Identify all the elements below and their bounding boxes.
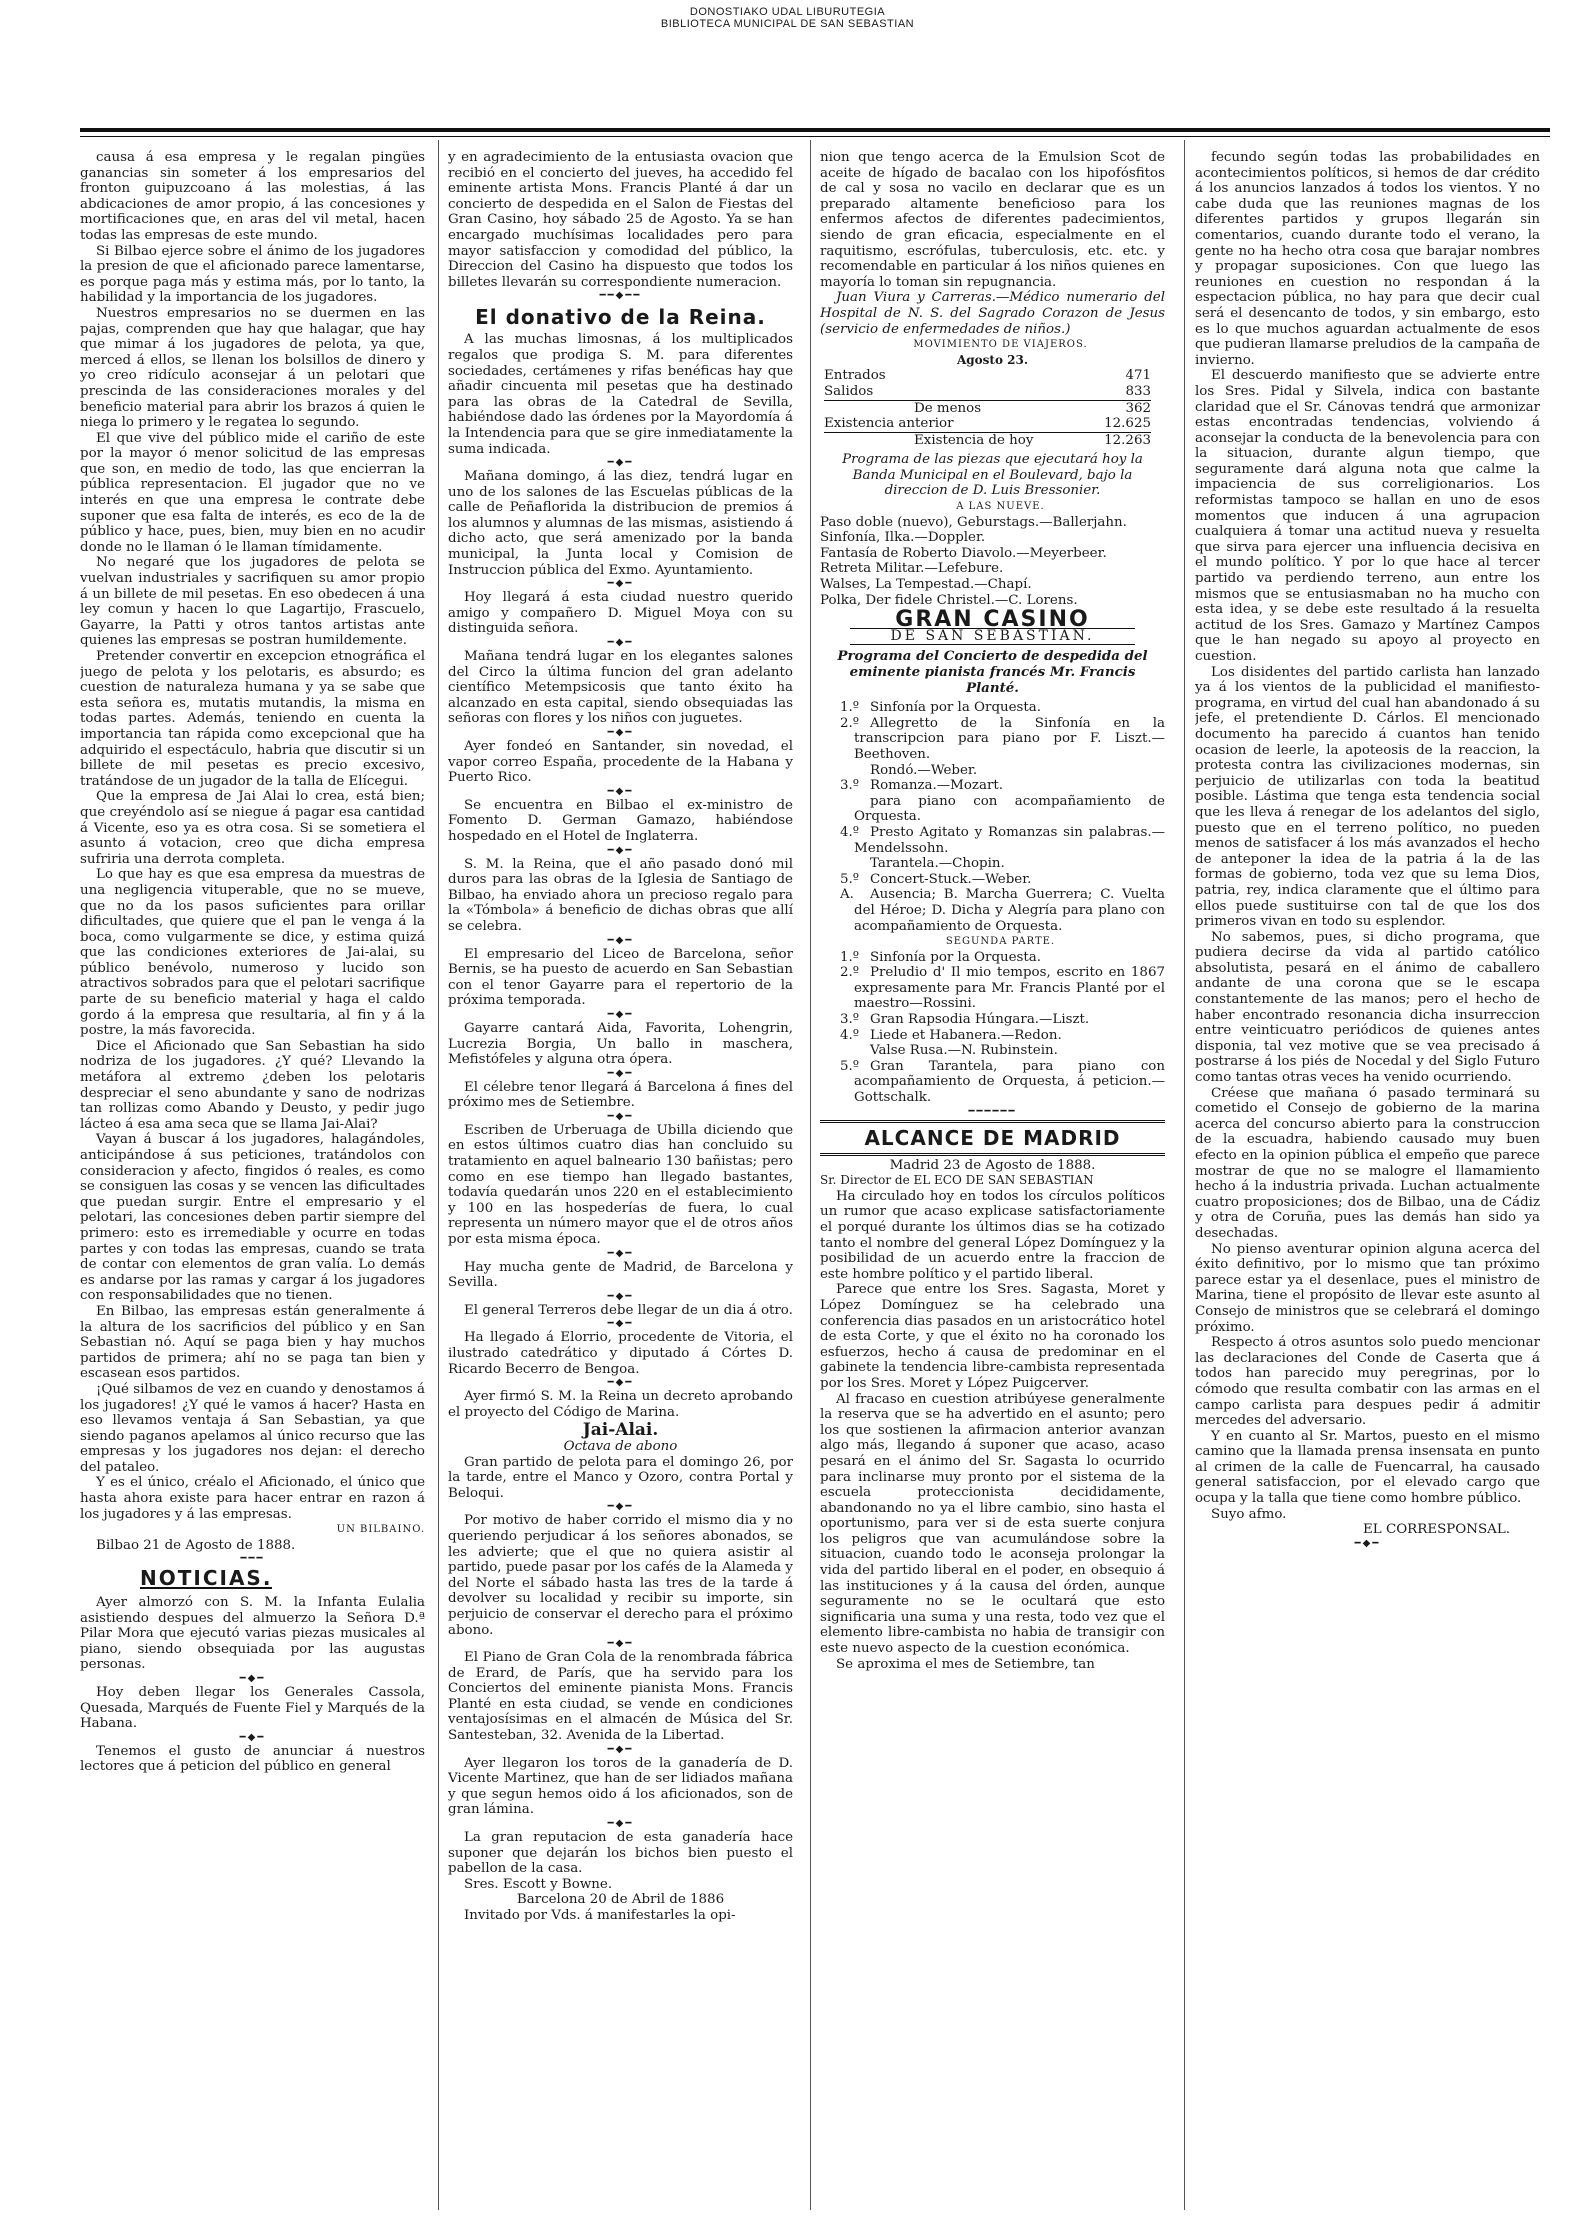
program-item bbox=[820, 1012, 1165, 1028]
paragraph: Tenemos el gusto de anunciar á nuestros lectores que á peticion del público en general bbox=[80, 1743, 425, 1775]
paragraph: Que la empresa de Jai Alai lo crea, está bien; que creyéndolo así se niegue á pagar esa cantidad á Vicente, eso ya es otra cosa. Si se sometiera el asunto á votacion, creo que dicha empresa sufriria una derrota completa. bbox=[80, 789, 425, 867]
section-title-jaialai: Jai-Alai. bbox=[582, 1420, 659, 1441]
separator: ━◆━ bbox=[607, 1743, 634, 1755]
program-item bbox=[820, 825, 1165, 856]
program-text: Romanza.—Mozart. bbox=[870, 778, 1003, 794]
top-rule-thin bbox=[80, 136, 1550, 137]
movimiento-value: 12.625 bbox=[1104, 416, 1151, 432]
signature: EL CORRESPONSAL. bbox=[1363, 1522, 1510, 1538]
paragraph: Parece que entre los Sres. Sagasta, Moret y López Domínguez se ha celebrado una conferencia dias pasados en un aristocrático hotel de esta Corte, y que el éxito no ha coronado los esfuerzos, hecho á causa de predominar en el gabinete la tendencia libre-cambista representada por los Sres. Moret y López Puigcerver. bbox=[820, 1282, 1165, 1391]
separator: ━◆━ bbox=[607, 727, 634, 738]
paragraph: Hoy llegará á esta ciudad nuestro querido amigo y compañero D. Miguel Moya con su distinguida señora. bbox=[448, 590, 793, 637]
casino-part-2 bbox=[820, 950, 1165, 1106]
separator: ━◆━ bbox=[607, 1638, 634, 1650]
section-title-movimiento: MOVIMIENTO DE VIAJEROS. bbox=[913, 339, 1088, 351]
banda-program bbox=[820, 515, 1165, 609]
movimiento-row bbox=[824, 400, 1151, 417]
paragraph: Retreta Militar.—Lefebure. bbox=[820, 561, 1004, 577]
program-text: Valse Rusa.—N. Rubinstein. bbox=[870, 1043, 1058, 1059]
program-item bbox=[820, 1043, 1165, 1059]
column-divider bbox=[438, 140, 439, 2210]
paragraph: Invitado por Vds. á manifestarles la opi- bbox=[464, 1908, 736, 1923]
paragraph: Suyo afmo. bbox=[1211, 1506, 1287, 1522]
program-text: Sinfonía por la Orquesta. bbox=[870, 949, 1042, 965]
program-number: 1.º bbox=[840, 949, 860, 965]
paragraph: No negaré que los jugadores de pelota se vuelvan industriales y sacrifiquen su amor propio á un billete de mil pesetas. En eso obedecen á una ley comun y hacen lo que Lagartijo, Frascuelo, Gayarre, la Patti y otros tantos artistas ante quienes las empresas se postran humildemente. bbox=[80, 555, 425, 649]
program-number: 1.º bbox=[840, 700, 860, 716]
separator: ━◆━ bbox=[607, 637, 634, 649]
program-number: 5.º bbox=[840, 871, 860, 887]
paragraph: El célebre tenor llegará á Barcelona á fines del próximo mes de Setiembre. bbox=[448, 1079, 793, 1111]
paragraph: Ayer llegaron los toros de la ganadería de D. Vicente Martinez, que han de ser lidiados mañana y que segun hemos oido á los aficionados, son de gran lámina. bbox=[448, 1755, 793, 1818]
paragraph: Los disidentes del partido carlista han lanzado ya á los vientos de la publicidad el manifiesto-programa, en virtud del cual han abandonado á su jefe, el pretendiente D. Cárlos. El mencionado documento ha parecido á cuantos han tenido ocasion de leerle, la apoteosis de la reaccion, la protesta contra las civilizaciones modernas, sin perjuicio de utilizarlas con toda la beatitud posible. Lástima que tenga esta tendencia social que les lleva á renegar de los adelantos del siglo, puesto que en el terreno político, no pueden menos de satisfacer á los más avanzados el hecho de anteponer la idea de la patria á la de las formas de gobierno, toda vez que su lema Dios, patria, rey, indica claramente que el último para ellos puede sustituirse con tal de que los dos primeros vivan en todo su esplendor. bbox=[1195, 664, 1540, 930]
program-text: Ausencia; B. Marcha Guerrera; C. Vuelta del Héroe; D. Dicha y Alegría para plano con acompañamiento de Orquesta. bbox=[854, 887, 1165, 934]
paragraph: Paso doble (nuevo), Geburstags.—Ballerjahn. bbox=[820, 514, 1127, 530]
program-item bbox=[820, 856, 1165, 872]
movimiento-label: Existencia de hoy bbox=[914, 432, 1034, 448]
paragraph: Si Bilbao ejerce sobre el ánimo de los jugadores la presion de que el aficionado parece lamentarse, es porque paga más y estima más, por lo tanto, la habilidad y la importancia de los jugadores. bbox=[80, 243, 425, 306]
movimiento-row bbox=[824, 368, 1151, 384]
paragraph: Dice el Aficionado que San Sebastian ha sido nodriza de los jugadores. ¿Y qué? Llevando la metáfora al extremo ¿deben los pelotaris despreciar el seno abundante y sano de nodrizas tan rollizas como Abando y Deusto, y pedir jugo lácteo á esa ama seca que se llama Jai-Alai? bbox=[80, 1038, 425, 1132]
paragraph: Walses, La Tempestad.—Chapí. bbox=[820, 577, 1032, 593]
separator: ━◆━ bbox=[607, 1247, 634, 1259]
program-text: Gran Rapsodia Húngara.—Liszt. bbox=[870, 1012, 1090, 1028]
column-4 bbox=[1195, 150, 1540, 2210]
separator: ━━◆━━ bbox=[599, 290, 642, 302]
movimiento-label: De menos bbox=[914, 400, 982, 416]
paragraph: fecundo según todas las probabilidades en acontecimientos políticos, si hemos de dar crédito á los anuncios lanzados á todos los vientos. Y no cabe duda que las reuniones magnas de los diferentes partidos y grupos llegarán sin comentarios, cuando durante todo el verano, la gente no ha hecho otra cosa que barajar nombres y propagar suposiciones. Con que luego las reuniones en cuestion no respondan á la espectacion pública, no hay para que decir cual será el desencanto de todos, y sin embargo, esto es lo que muchos aguardan actualmente de esos que pudieran llamarse preludios de la campaña de invierno. bbox=[1195, 150, 1540, 368]
alcance-date: Madrid 23 de Agosto de 1888. bbox=[889, 1157, 1096, 1173]
paragraph: Por motivo de haber corrido el mismo dia y no queriendo perjudicar á los señores abonados, se les advierte; que el que no quiera asistir al partido, puede pasar por los cafés de la Alameda y del Norte el sábado hasta las tres de la tarde á devolver su localidad y recibir su importe, sin perjuicio de conservar el derecho para el próximo abono. bbox=[448, 1513, 793, 1638]
section-title-alcance: ALCANCE DE MADRID bbox=[820, 1120, 1165, 1156]
paragraph: Créese que mañana ó pasado terminará su cometido el Consejo de gobierno de la marina acerca del concurso abierto para la construccion de la escuadra, habiendo causado muy buen efecto en la opinion pública el empeño que parece mostrar de que no se malogre el llamamiento hecho á la industria privada. Luchan actualmente cuatro proposiciones; dos de Bilbao, una de Cádiz y otra de Coruña, pues las demás han sido ya desechadas. bbox=[1195, 1085, 1540, 1241]
column-2 bbox=[448, 150, 793, 2210]
paragraph: Mañana domingo, á las diez, tendrá lugar en uno de los salones de las Escuelas públicas de la calle de Peñaflorida la distribucion de premios á los alumnos y alumnas de las mismas, asistiendo á dicho acto, que será amenizado por la banda municipal, la Junta local y Comision de Instruccion pública del Exmo. Ayuntamiento. bbox=[448, 469, 793, 578]
dateline: Bilbao 21 de Agosto de 1888. bbox=[96, 1537, 296, 1553]
separator: ━◆━ bbox=[607, 1110, 634, 1122]
paragraph: El empresario del Liceo de Barcelona, señor Bernis, se ha puesto de acuerdo en San Sebastian con el tenor Gayarre para el repertorio de la próxima temporada. bbox=[448, 946, 793, 1009]
program-number: 4.º bbox=[840, 824, 860, 840]
signature: UN BILBAINO. bbox=[336, 1524, 425, 1536]
movimiento-row bbox=[824, 384, 1151, 400]
program-number: 4.º bbox=[840, 1027, 860, 1043]
section-title-casino: GRAN CASINO bbox=[895, 607, 1090, 633]
program-text: Gran Tarantela, para piano con acompañamiento de Orquesta, á peticion.—Gottschalk. bbox=[854, 1058, 1165, 1106]
program-item bbox=[820, 763, 1165, 779]
column-3 bbox=[820, 150, 1165, 2210]
movimiento-value: 362 bbox=[1125, 400, 1151, 416]
top-rule bbox=[80, 128, 1550, 132]
separator: ━◆━ bbox=[607, 1067, 634, 1079]
movimiento-value: 471 bbox=[1125, 368, 1151, 384]
movimiento-date: Agosto 23. bbox=[956, 352, 1029, 367]
program-item bbox=[820, 700, 1165, 716]
article-pelota bbox=[80, 150, 425, 1522]
separator: ━◆━ bbox=[607, 457, 634, 469]
paragraph: S. M. la Reina, que el año pasado donó mil duros para las obras de la Iglesia de Santiago de Bilbao, ha enviado ahora un precioso regalo para la «Tómbola» á beneficio de dichas obras que allí se celebra. bbox=[448, 856, 793, 934]
paragraph: Mañana tendrá lugar en los elegantes salones del Circo la última funcion del gran adelanto científico Metempsicosis que tanto éxito ha alcanzado en esta capital, siendo obsequiadas las señoras con flores y los niños con juguetes. bbox=[448, 649, 793, 727]
jaialai-items bbox=[448, 1455, 793, 1877]
paragraph: A las muchas limosnas, á los multiplicados regalos que prodiga S. M. para diferentes sociedades, certámenes y rifas benéficas hay que añadir cincuenta mil pesetas que ha destinado para las obras de la Catedral de Sevilla, habiéndose dado las órdenes por la Mayordomía á la Intendencia para que se gire inmediatamente la suma indicada. bbox=[448, 332, 793, 457]
banda-title: Programa de las piezas que ejecutará hoy la Banda Municipal en el Boulevard, bajo la direccion de D. Luis Bressonier. bbox=[842, 452, 1143, 499]
program-text: Allegretto de la Sinfonía en la transcripcion para piano por F. Liszt.—Beethoven. bbox=[854, 715, 1165, 762]
program-item bbox=[820, 872, 1165, 888]
movimiento-label: Existencia anterior bbox=[824, 416, 954, 432]
paragraph: Sinfonía, Ilka.—Doppler. bbox=[820, 530, 986, 546]
paragraph: Ayer firmó S. M. la Reina un decreto aprobando el proyecto del Código de Marina. bbox=[448, 1389, 793, 1420]
column-divider bbox=[810, 140, 811, 2210]
header-line-1: DONOSTIAKO UDAL LIBURUTEGIA bbox=[689, 6, 886, 18]
program-item bbox=[820, 794, 1165, 825]
library-header bbox=[0, 6, 1575, 30]
column-divider bbox=[1184, 140, 1185, 2210]
paragraph: nion que tengo acerca de la Emulsion Scot de aceite de hígado de bacalao con los hipofósfitos de cal y sosa no vacilo en declarar que es un preparado altamente beneficioso para los enfermos afectos de diferentes padecimientos, siendo de gran eficacia, especialmente en el raquitismo, escrófulas, tuberculosis, etc. etc. y recomendable en particular á los niños quienes en mayoría lo toman sin repugnancia. bbox=[820, 150, 1165, 290]
dateline: Barcelona 20 de Abril de 1886 bbox=[516, 1892, 725, 1908]
paragraph: Y en cuanto al Sr. Martos, puesto en el mismo camino que la llamada prensa insensata en punto al crimen de la calle de Fuencarral, ha causado general satisfaccion, por el elevado cargo que ocupa y la talla que tiene como hombre público. bbox=[1195, 1428, 1540, 1507]
header-line-2: BIBLIOTECA MUNICIPAL DE SAN SEBASTIAN bbox=[660, 18, 915, 30]
section-subtitle-casino: DE SAN SEBASTIAN. bbox=[850, 628, 1135, 646]
paragraph: Se encuentra en Bilbao el ex-ministro de Fomento D. German Gamazo, habiéndose hospedado en el Hotel de Inglaterra. bbox=[448, 797, 793, 844]
movimiento-value: 833 bbox=[1125, 383, 1151, 399]
section-subtitle: Octava de abono bbox=[563, 1438, 678, 1454]
paragraph: Ayer fondeó en Santander, sin novedad, el vapor correo España, procedente de la Habana y Puerto Rico. bbox=[448, 739, 793, 786]
program-number: A. bbox=[840, 887, 854, 903]
paragraph: No sabemos, pues, si dicho programa, que pudiera decirse da vida al partido católico absolutista, pesará en el ánimo de caballero andante de una corona que se le escapa constantemente de las manos; pero el hecho de haber encontrado resonancia dicha insurreccion entre veinticuatro periódicos de quienes antes disponia, tal vez motive que se vea precisado á postrarse á los piés de Nocedal y del Siglo Futuro como tantas otras veces ha venido ocurriendo. bbox=[1195, 929, 1540, 1086]
movimiento-table bbox=[820, 368, 1165, 448]
section-title-donativo: El donativo de la Reina. bbox=[475, 305, 766, 330]
program-number: 2.º bbox=[840, 715, 860, 731]
paragraph: La gran reputacion de esta ganadería hace suponer que dejarán los bichos bien puesto el pabellon de la casa. bbox=[448, 1830, 793, 1877]
program-number: 3.º bbox=[840, 778, 860, 794]
separator: ━◆━ bbox=[607, 1318, 634, 1330]
program-item bbox=[820, 965, 1165, 1012]
program-text: Tarantela.—Chopin. bbox=[870, 856, 1005, 872]
paragraph: Pretender convertir en excepcion etnográfica el juego de pelota y los pelotaris, es absurdo; es cuestion de naturaleza humana y ya se sabe que esta señora es, mutatis mutandis, la misma en todas partes. Además, teniendo en cuenta la importancia tan rápida como excepcional que ha adquirido el espectáculo, habria que discutir si un billete de mil pesetas es precio excesivo, tratándose de un jugador de la talla de Elícegui. bbox=[80, 649, 425, 789]
signer: Juan Viura y Carreras.—Médico numerario del Hospital de N. S. del Sagrado Corazon de Jesus (servicio de enfermedades de niños.) bbox=[820, 290, 1165, 337]
paragraph: En Bilbao, las empresas están generalmente á la altura de los sacrificios del público y en San Sebastian nó. Aquí se paga bien y hay muchos partidos de primera; ahí no se paga tan bien y escasean esos partidos. bbox=[80, 1303, 425, 1382]
program-text: Liede et Habanera.—Redon. bbox=[870, 1027, 1062, 1043]
paragraph: Ayer almorzó con S. M. la Infanta Eulalia asistiendo despues del almuerzo la Señora D.ª Pilar Mora que ejecutó varias piezas musicales al piano, siendo obsequiada por las augustas personas. bbox=[80, 1595, 425, 1673]
program-number: 2.º bbox=[840, 965, 860, 981]
paragraph: Al fracaso en cuestion atribúyese generalmente la reserva que se ha advertido en el asunto; pero los que sostienen la afirmacion anterior avanzan algo más, llegando á suponer que acaso, acaso pesará en el ánimo del Sr. Sagasta lo ocurrido para inclinarse muy pronto por el sistema de la escuela proteccionista decididamente, abandonando no ya el libre cambio, sino hasta el oportunismo, para ver si de esta suerte conjura los peligros que van acumulándose sobre la situacion, cuando todo le aconseja prolongar la vida del partido liberal en el poder, en obsequio á las instituciones y á la causa del órden, aunque seguramente no se le ocultará que esto significaria una suma y una resta, todo vez que el elemento libre-cambista no habia de transigir con este nuevo aspecto de la cuestion económica. bbox=[820, 1391, 1165, 1657]
program-number: 5.º bbox=[840, 1058, 860, 1074]
separator: ━◆━ bbox=[1354, 1537, 1381, 1549]
paragraph: Lo que hay es que esa empresa da muestras de una negligencia vituperable, que no se mueve, que no da los pasos suficientes para orillar dificultades, que quiere que el pan le venga á la boca, como vulgarmente se dice, y estima quizá que las condiciones exteriores de Jai-alai, su público benévolo, numeroso y lucido son atractivos sobrados para que el pelotari sacrifique parte de su beneficio material y haga el caldo gordo á la empresa que resultaria, al fin y á la postre, la más favorecida. bbox=[80, 867, 425, 1039]
separator: ━◆━ bbox=[607, 785, 634, 797]
program-text: Presto Agitato y Romanzas sin palabras.—Mendelssohn. bbox=[854, 824, 1165, 856]
movimiento-row bbox=[824, 416, 1151, 432]
paragraph: El Piano de Gran Cola de la renombrada fábrica de Erard, de París, que ha servido para los Conciertos del eminente pianista Mons. Francis Planté en esta ciudad, se vende en condiciones ventajosísimas en el almacén de Música del Sr. Santesteban, 32. Avenida de la Libertad. bbox=[448, 1650, 793, 1744]
separator: ━◆━ bbox=[607, 844, 634, 856]
program-item bbox=[820, 716, 1165, 763]
alcance-addressee: Sr. Director de EL ECO DE SAN SEBASTIAN bbox=[820, 1173, 1094, 1188]
paragraph: Gran partido de pelota para el domingo 26, por la tarde, entre el Manco y Ozoro, contra Portal y Beloqui. bbox=[448, 1454, 793, 1501]
program-item bbox=[820, 887, 1165, 934]
program-item bbox=[820, 1059, 1165, 1106]
separator: ━◆━ bbox=[239, 1731, 266, 1743]
program-text: Sinfonía por la Orquesta. bbox=[870, 700, 1042, 716]
program-item bbox=[820, 1028, 1165, 1044]
program-number: 3.º bbox=[840, 1012, 860, 1028]
separator: ━━━ bbox=[240, 1553, 265, 1565]
program-text: Preludio d' Il mio tempos, escrito en 1867 expresamente para Mr. Francis Planté por el maestro—Rossini. bbox=[854, 965, 1165, 1012]
separator: ━◆━ bbox=[607, 1501, 634, 1513]
casino-program-title: Programa del Concierto de despedida del eminente pianista francés Mr. Francis Planté. bbox=[837, 648, 1148, 696]
program-item bbox=[820, 950, 1165, 966]
separator: ━◆━ bbox=[239, 1673, 266, 1684]
paragraph: Hoy deben llegar los Generales Cassola, Quesada, Marqués de Fuente Fiel y Marqués de la Habana. bbox=[80, 1685, 425, 1732]
paragraph: Se aproxima el mes de Setiembre, tan bbox=[836, 1656, 1095, 1672]
paragraph: Polka, Der fidele Christel.—C. Lorens. bbox=[820, 592, 1078, 608]
paragraph: causa á esa empresa y le regalan pingües ganancias sin someter á los empresarios del fronton guipuzcoano á las molestias, á las abdicaciones de amor propio, á las concesiones y mortificaciones que, en aras del vil metal, hacen todas las empresas de este mundo. bbox=[80, 150, 425, 243]
movimiento-label: Salidos bbox=[824, 383, 874, 399]
paragraph: Ha circulado hoy en todos los círculos políticos un rumor que acaso explicase satisfactoriamente el porqué durante los últimos dias se ha cotizado tanto el nombre del general López Domínguez y la posibilidad de un acuerdo entre la fraccion de este hombre político y el partido liberal. bbox=[820, 1188, 1165, 1282]
program-text: Concert-Stuck.—Weber. bbox=[870, 871, 1032, 887]
alcance-text bbox=[820, 1189, 1165, 1672]
noticias-list bbox=[80, 1595, 425, 1775]
paragraph: Hay mucha gente de Madrid, de Barcelona y Sevilla. bbox=[448, 1259, 793, 1291]
program-item bbox=[820, 778, 1165, 794]
paragraph: Gayarre cantará Aida, Favorita, Lohengrin, Lucrezia Borgia, Un ballo in maschera, Mefistófeles y alguna otra ópera. bbox=[448, 1020, 793, 1068]
paragraph: El descuerdo manifiesto que se advierte entre los Sres. Pidal y Silvela, indica con bastante claridad que el Sr. Cánovas tendrá que armonizar estas encontradas tendencias, volviendo á aconsejar la conducta de la benevolencia para con la situacion, durante algun tiempo, que seguramente dará alguna nota que calme la impaciencia de sus correligionarios. Los reformistas tampoco se hallan en uno de esos momentos que inducen á una agrupacion cualquiera á tomar una actitud nueva y resuelta que sirva para ejercer una influencia decisiva en el mundo político. Y por lo que hace al tercer partido va perdiendo terreno, aun entre los mismos que se entusiasmaban no ha mucho con esta idea, y se debe este resultado á la resuelta actitud de los Sres. Gamazo y Martínez Campos que le han negado su apoyo al proyecto en cuestion. bbox=[1195, 368, 1540, 664]
paragraph: ¡Qué silbamos de vez en cuando y denostamos á los jugadores! ¿Y qué le vamos á hacer? Hasta en eso llevamos ventaja á San Sebastian, ya que siendo paganos apelamos al único recurso que las empresas y los jugadores nos dejan: el derecho del pataleo. bbox=[80, 1381, 425, 1475]
separator: ━◆━ bbox=[607, 934, 634, 946]
separator: ━◆━ bbox=[607, 1377, 634, 1389]
program-text: Rondó.—Weber. bbox=[870, 762, 978, 778]
paragraph: Y es el único, créalo el Aficionado, el único que hasta ahora existe para hacer entrar en razon á los jugadores y á las empresas. bbox=[80, 1475, 425, 1522]
separator: ━◆━ bbox=[607, 1818, 634, 1830]
separator: ━◆━ bbox=[607, 1008, 634, 1020]
paragraph: y en agradecimiento de la entusiasta ovacion que recibió en el concierto del jueves, ha accedido fel eminente artista Mons. Francis Planté á dar un concierto de despedida en el Salon de Fiestas del Gran Casino, hoy sábado 25 de Agosto. Ya se han encargado muchísimas localidades pero para mayor satisfaccion y comodidad del público, la Direccion del Casino ha dispuesto que todos los billetes llevarán su correspondiente numeracion. bbox=[448, 150, 793, 290]
separator: ━━━━━━ bbox=[968, 1105, 1017, 1117]
column-1 bbox=[80, 150, 425, 2210]
paragraph: El que vive del público mide el cariño de este por la mayor ó menor solicitud de las empresas que son, en medio de todo, las que encierran la pública representacion. El jugador que no ve interés en que una empresa le contrate debe suponer que esa falta de interés, es eco de la de público y hace, pues, bien, muy bien en no acudir donde no le llaman ó le llaman tímidamente. bbox=[80, 430, 425, 555]
paragraph: Fantasía de Roberto Diavolo.—Meyerbeer. bbox=[820, 545, 1107, 561]
movimiento-value: 12.263 bbox=[1104, 432, 1151, 448]
paragraph: Nuestros empresarios no se duermen en las pajas, comprenden que hay que halagar, que hay que mimar á los jugadores de pelota, ya que, merced á ellos, se llenan los bolsillos de dinero y yo creo ridículo aconsejar á un pelotari que prescinda de las consideraciones morales y del beneficio material para abrir los brazos á quien le niega lo primero y le regatea lo segundo. bbox=[80, 305, 425, 431]
movimiento-label: Entrados bbox=[824, 368, 886, 384]
banda-time: A LAS NUEVE. bbox=[956, 501, 1045, 513]
paragraph: Respecto á otros asuntos solo puedo mencionar las declaraciones del Conde de Caserta que á todos han parecido muy peregrinas, por lo cómodo que resulta combatir con las armas en el campo carlista para despues pedir á admitir mercedes del adversario. bbox=[1195, 1335, 1540, 1429]
correspondence-text bbox=[1195, 150, 1540, 1522]
program-text: para piano con acompañamiento de Orquesta. bbox=[854, 793, 1165, 825]
news-items bbox=[448, 332, 793, 1420]
separator: ━◆━ bbox=[607, 1290, 634, 1302]
separator: ━◆━ bbox=[607, 578, 634, 590]
section-title-noticias: NOTICIAS. bbox=[140, 1566, 273, 1591]
signature: Sres. Escott y Bowne. bbox=[464, 1876, 613, 1892]
paragraph: Ha llegado á Elorrio, procedente de Vitoria, el ilustrado catedrático y diputado á Córtes D. Ricardo Becerro de Bengoa. bbox=[448, 1330, 793, 1377]
movimiento-row bbox=[824, 432, 1151, 449]
casino-part-1 bbox=[820, 700, 1165, 934]
paragraph: El general Terreros debe llegar de un dia á otro. bbox=[464, 1302, 793, 1318]
casino-part-2-title: SEGUNDA PARTE. bbox=[945, 936, 1056, 948]
paragraph: Vayan á buscar á los jugadores, halagándoles, anticipándose á sus peticiones, tratándolos con consideracion y afecto, fingidos ó reales, es como se consiguen las cosas y se vencen las dificultades que puedan surgir. Entre el empresario y el pelotari, las concesiones deben partir siempre del primero: esto es irremediable y ocurre en todas partes y con todas las empresas, cuando se trata de contar con elementos de gran valía. Lo demás es andarse por las ramas y cargar á los jugadores con responsabilidades que no tienen. bbox=[80, 1132, 425, 1304]
paragraph: Escriben de Urberuaga de Ubilla diciendo que en estos últimos cuatro dias han concluido su tratamiento en aquel balneario 130 bañistas; pero como en ese tiempo han llegado bastantes, todavía quedarán unos 220 en el establecimiento y 100 en las hospederías de fuera, lo cual representa un número mayor que el de otros años por esta misma época. bbox=[448, 1122, 793, 1248]
paragraph: No pienso aventurar opinion alguna acerca del éxito definitivo, por lo mismo que tan próximo parece estar ya el desenlace, pues el ministro de Marina, tiene el propósito de llevar este asunto al Consejo de ministros que se celebrará el domingo próximo. bbox=[1195, 1241, 1540, 1335]
